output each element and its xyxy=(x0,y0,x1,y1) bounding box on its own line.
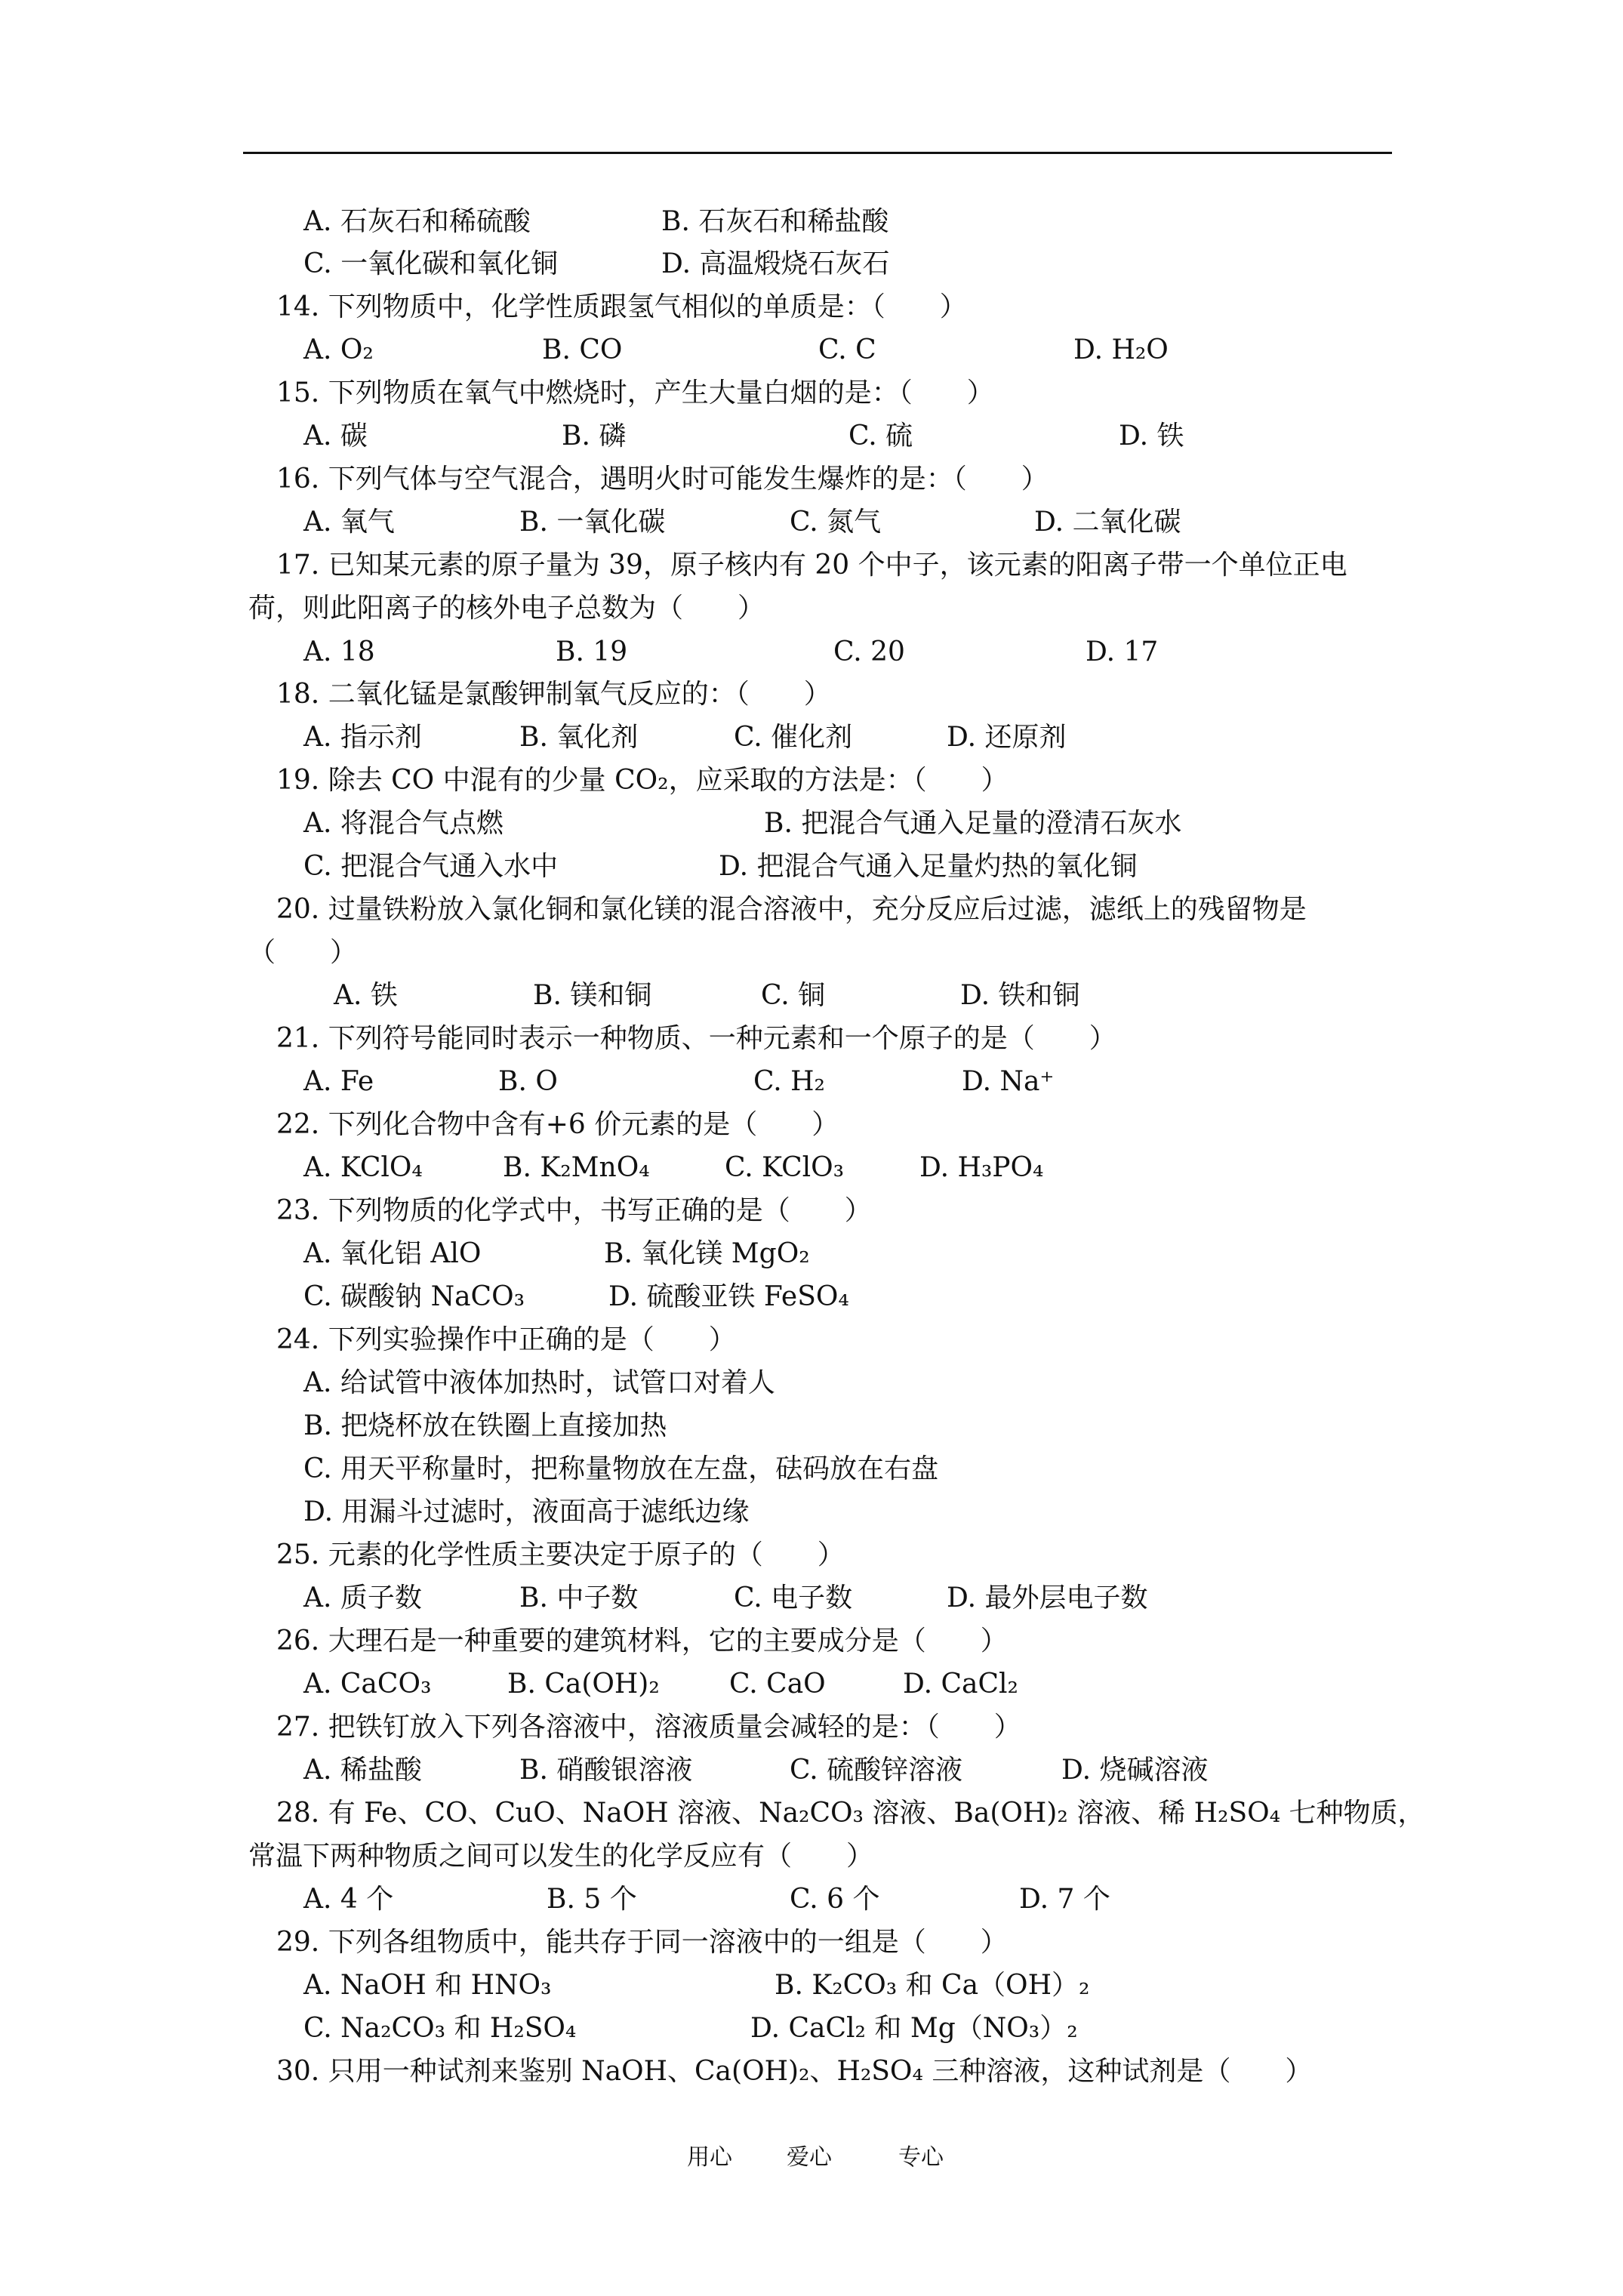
option-row xyxy=(0,1281,1623,1314)
question-14: 14. 下列物质中，化学性质跟氢气相似的单质是：（ ） xyxy=(276,291,967,322)
question-21: 21. 下列符号能同时表示一种物质、一种元素和一个原子的是（ ） xyxy=(276,1023,1116,1054)
option: B. K₂MnO₄ xyxy=(503,1152,650,1183)
option: C. 催化剂 xyxy=(734,722,853,753)
option: A. 碳 xyxy=(303,421,368,451)
option-row xyxy=(0,807,1623,840)
option: A. NaOH 和 HNO₃ xyxy=(303,1970,552,2001)
option: C. 20 xyxy=(833,636,905,667)
option: B. 把混合气通入足量的澄清石灰水 xyxy=(764,808,1182,839)
option: B. K₂CO₃ 和 Ca（OH）₂ xyxy=(775,1970,1090,2001)
question-20: 20. 过量铁粉放入氯化铜和氯化镁的混合溶液中，充分反应后过滤，滤纸上的残留物是 xyxy=(276,894,1307,925)
option: D. 17 xyxy=(1086,636,1159,667)
question-27: 27. 把铁钉放入下列各溶液中，溶液质量会减轻的是：（ ） xyxy=(276,1712,1021,1743)
option: B. 19 xyxy=(556,636,628,667)
option-row xyxy=(0,1237,1623,1271)
option: A. 稀盐酸 xyxy=(303,1755,422,1786)
option: D. CaCl₂ xyxy=(903,1669,1018,1700)
question-28: 28. 有 Fe、CO、CuO、NaOH 溶液、Na₂CO₃ 溶液、Ba(OH)₂ 溶液、稀 H₂SO₄ 七种物质， xyxy=(276,1798,1425,1829)
option-row xyxy=(0,506,1623,539)
option: A. Fe xyxy=(303,1066,374,1097)
option-row xyxy=(0,1151,1623,1185)
option: A. O₂ xyxy=(303,334,374,365)
option: A. 石灰石和稀硫酸 xyxy=(303,206,531,237)
question-19: 19. 除去 CO 中混有的少量 CO₂，应采取的方法是：（ ） xyxy=(276,765,1009,796)
option-row xyxy=(0,248,1623,281)
question-22: 22. 下列化合物中含有+6 价元素的是（ ） xyxy=(276,1109,839,1140)
question-17: 17. 已知某元素的原子量为 39，原子核内有 20 个中子，该元素的阳离子带一个单位正电 xyxy=(276,550,1347,581)
option-row xyxy=(0,334,1623,367)
option: B. 5 个 xyxy=(547,1884,637,1915)
option-row xyxy=(0,205,1623,239)
option-row xyxy=(0,979,1623,1012)
option-row xyxy=(0,2012,1623,2045)
option-row xyxy=(0,1754,1623,1787)
option: C. H₂ xyxy=(753,1066,825,1097)
option: C. 用天平称量时，把称量物放在左盘，砝码放在右盘 xyxy=(303,1453,939,1484)
option: D. H₃PO₄ xyxy=(919,1152,1044,1183)
option: A. CaCO₃ xyxy=(303,1669,432,1700)
option: B. 一氧化碳 xyxy=(519,507,666,538)
option: C. C xyxy=(818,334,876,365)
option: A. 质子数 xyxy=(303,1583,422,1613)
option-row xyxy=(0,850,1623,883)
option: B. 把烧杯放在铁圈上直接加热 xyxy=(303,1410,667,1441)
option: A. 氧气 xyxy=(303,507,395,538)
option: C. CaO xyxy=(729,1669,826,1700)
option-row xyxy=(0,1883,1623,1916)
option: D. Na⁺ xyxy=(962,1066,1055,1097)
option: C. Na₂CO₃ 和 H₂SO₄ xyxy=(303,2013,577,2044)
option: D. 7 个 xyxy=(1019,1884,1110,1915)
option: B. 氧化镁 MgO₂ xyxy=(604,1238,810,1269)
option: B. O xyxy=(498,1066,558,1097)
option: B. 氧化剂 xyxy=(519,722,639,753)
footer-text: 爱心 xyxy=(787,2144,832,2171)
option: C. 把混合气通入水中 xyxy=(303,851,559,882)
question-29: 29. 下列各组物质中，能共存于同一溶液中的一组是（ ） xyxy=(276,1927,1008,1958)
option-row xyxy=(0,1668,1623,1701)
option-row xyxy=(0,420,1623,453)
option: A. KClO₄ xyxy=(303,1152,423,1183)
question-15: 15. 下列物质在氧气中燃烧时，产生大量白烟的是：（ ） xyxy=(276,378,994,408)
footer-text: 用心 xyxy=(687,2144,732,2171)
option: D. 二氧化碳 xyxy=(1034,507,1181,538)
option: C. 氮气 xyxy=(790,507,882,538)
option: D. 还原剂 xyxy=(947,722,1067,753)
option-row xyxy=(0,1969,1623,2002)
option: D. 铁 xyxy=(1119,421,1184,451)
option: B. 石灰石和稀盐酸 xyxy=(661,206,889,237)
option: B. 硝酸银溶液 xyxy=(519,1755,693,1786)
option-row xyxy=(0,1065,1623,1099)
question-26: 26. 大理石是一种重要的建筑材料，它的主要成分是（ ） xyxy=(276,1626,1008,1657)
option: C. 硫 xyxy=(848,421,913,451)
option: A. 氧化铝 AlO xyxy=(303,1238,482,1269)
option: C. KClO₃ xyxy=(725,1152,845,1183)
option: B. CO xyxy=(542,334,623,365)
question-30: 30. 只用一种试剂来鉴别 NaOH、Ca(OH)₂、H₂SO₄ 三种溶液，这种试剂是（ ） xyxy=(276,2056,1313,2087)
option: D. H₂O xyxy=(1073,334,1169,365)
option: C. 铜 xyxy=(761,980,826,1011)
option: B. Ca(OH)₂ xyxy=(507,1669,660,1700)
question-18: 18. 二氧化锰是氯酸钾制氧气反应的：（ ） xyxy=(276,679,831,710)
question-20-cont: （ ） xyxy=(248,937,358,968)
option: C. 碳酸钠 NaCO₃ xyxy=(303,1281,525,1312)
option: D. 用漏斗过滤时，液面高于滤纸边缘 xyxy=(303,1496,750,1527)
footer-text: 专心 xyxy=(898,2144,944,2171)
question-23: 23. 下列物质的化学式中，书写正确的是（ ） xyxy=(276,1195,872,1226)
option: A. 18 xyxy=(303,636,375,667)
option: B. 镁和铜 xyxy=(533,980,652,1011)
option: D. 硫酸亚铁 FeSO₄ xyxy=(608,1281,849,1312)
option: B. 中子数 xyxy=(519,1583,639,1613)
option: D. 烧碱溶液 xyxy=(1061,1755,1209,1786)
option: A. 给试管中液体加热时，试管口对着人 xyxy=(303,1367,775,1398)
option: C. 硫酸锌溶液 xyxy=(790,1755,963,1786)
option: A. 铁 xyxy=(334,980,398,1011)
option: D. CaCl₂ 和 Mg（NO₃）₂ xyxy=(750,2013,1078,2044)
option: C. 6 个 xyxy=(790,1884,880,1915)
option-row xyxy=(0,636,1623,669)
option: C. 电子数 xyxy=(734,1583,853,1613)
question-16: 16. 下列气体与空气混合，遇明火时可能发生爆炸的是：（ ） xyxy=(276,464,1049,495)
option: D. 铁和铜 xyxy=(960,980,1080,1011)
question-17-cont: 荷，则此阳离子的核外电子总数为（ ） xyxy=(248,593,765,624)
question-25: 25. 元素的化学性质主要决定于原子的（ ） xyxy=(276,1539,845,1570)
option: C. 一氧化碳和氧化铜 xyxy=(303,248,559,279)
option-row xyxy=(0,1582,1623,1615)
question-24: 24. 下列实验操作中正确的是（ ） xyxy=(276,1324,736,1355)
option: A. 将混合气点燃 xyxy=(303,808,504,839)
option: D. 把混合气通入足量灼热的氧化铜 xyxy=(719,851,1138,882)
option: A. 指示剂 xyxy=(303,722,422,753)
question-28-cont: 常温下两种物质之间可以发生的化学反应有（ ） xyxy=(248,1841,874,1872)
option-row xyxy=(0,721,1623,754)
header-rule xyxy=(243,152,1392,154)
option: D. 最外层电子数 xyxy=(947,1583,1148,1613)
option: B. 磷 xyxy=(562,421,627,451)
option: D. 高温煅烧石灰石 xyxy=(661,248,890,279)
option: A. 4 个 xyxy=(303,1884,394,1915)
